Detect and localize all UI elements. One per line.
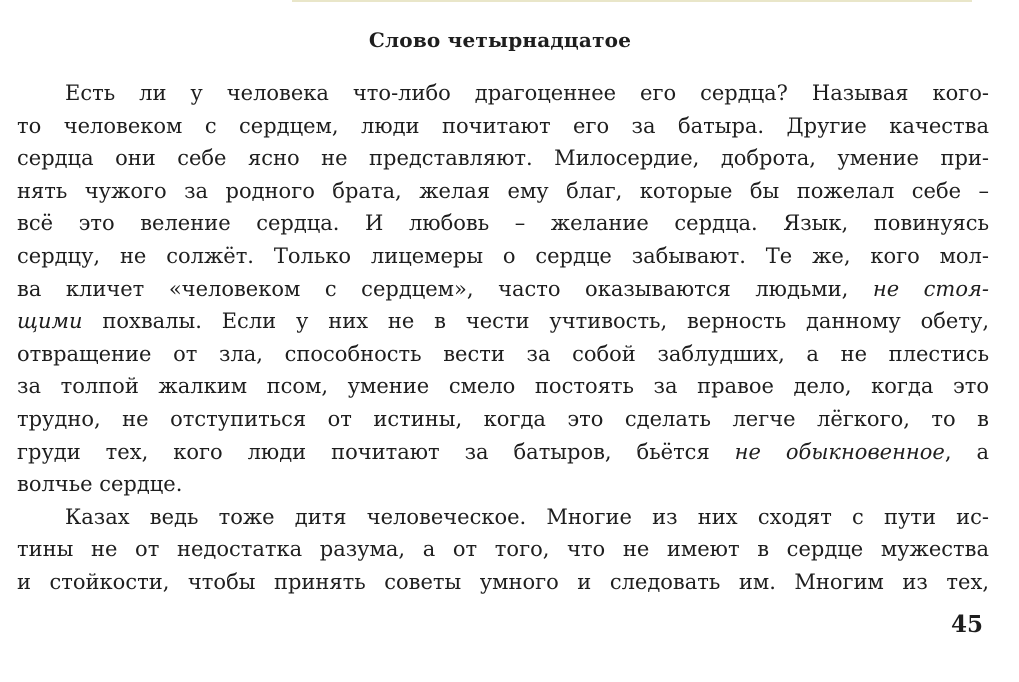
- page-number: 45: [950, 611, 983, 638]
- text-line: сердцу, не солжёт. Только лицемеры о сердце забывают. Те же, кого мол-: [17, 243, 989, 268]
- text-line: ва кличет «человеком с сердцем», часто оказываются людьми, не стоя-: [17, 276, 989, 301]
- text-line: трудно, не отступиться от истины, когда это сделать легче лёгкого, то в: [17, 406, 989, 431]
- text-line: сердца они себе ясно не представляют. Милосердие, доброта, умение при-: [17, 146, 989, 171]
- text-line: груди тех, кого люди почитают за батыров, бьётся не обыкновенное, а: [17, 439, 989, 464]
- italic-phrase: не обыкновенное: [734, 439, 945, 464]
- italic-phrase: не стоя-: [872, 276, 989, 301]
- text-line: за толпой жалким псом, умение смело постоять за правое дело, когда это: [17, 374, 989, 399]
- text-line: Казах ведь тоже дитя человеческое. Многие из них сходят с пути ис-: [65, 504, 989, 529]
- text-line: отвращение от зла, способность вести за собой заблудших, а не плестись: [17, 341, 989, 366]
- text-line: волчье сердце.: [17, 472, 183, 497]
- text-line: тины не от недостатка разума, а от того, что не имеют в сердце мужества: [17, 537, 989, 562]
- text-line: и стойкости, чтобы принять советы умного и следовать им. Многим из тех,: [17, 569, 989, 594]
- text-line: всё это веление сердца. И любовь – желание сердца. Язык, повинуясь: [17, 211, 989, 236]
- top-rule: [292, 0, 972, 2]
- italic-phrase: щими: [17, 309, 83, 334]
- text-line: нять чужого за родного брата, желая ему благ, которые бы пожелал себе –: [17, 178, 989, 203]
- text-line: Есть ли у человека что-либо драгоценнее его сердца? Называя кого-: [65, 81, 989, 105]
- chapter-title: Слово четырнадцатое: [368, 28, 632, 52]
- body-text: [17, 77, 989, 599]
- text-line: щими похвалы. Если у них не в чести учтивость, верность данному обету,: [17, 309, 989, 334]
- text-line: то человеком с сердцем, люди почитают его за батыра. Другие качества: [17, 113, 989, 138]
